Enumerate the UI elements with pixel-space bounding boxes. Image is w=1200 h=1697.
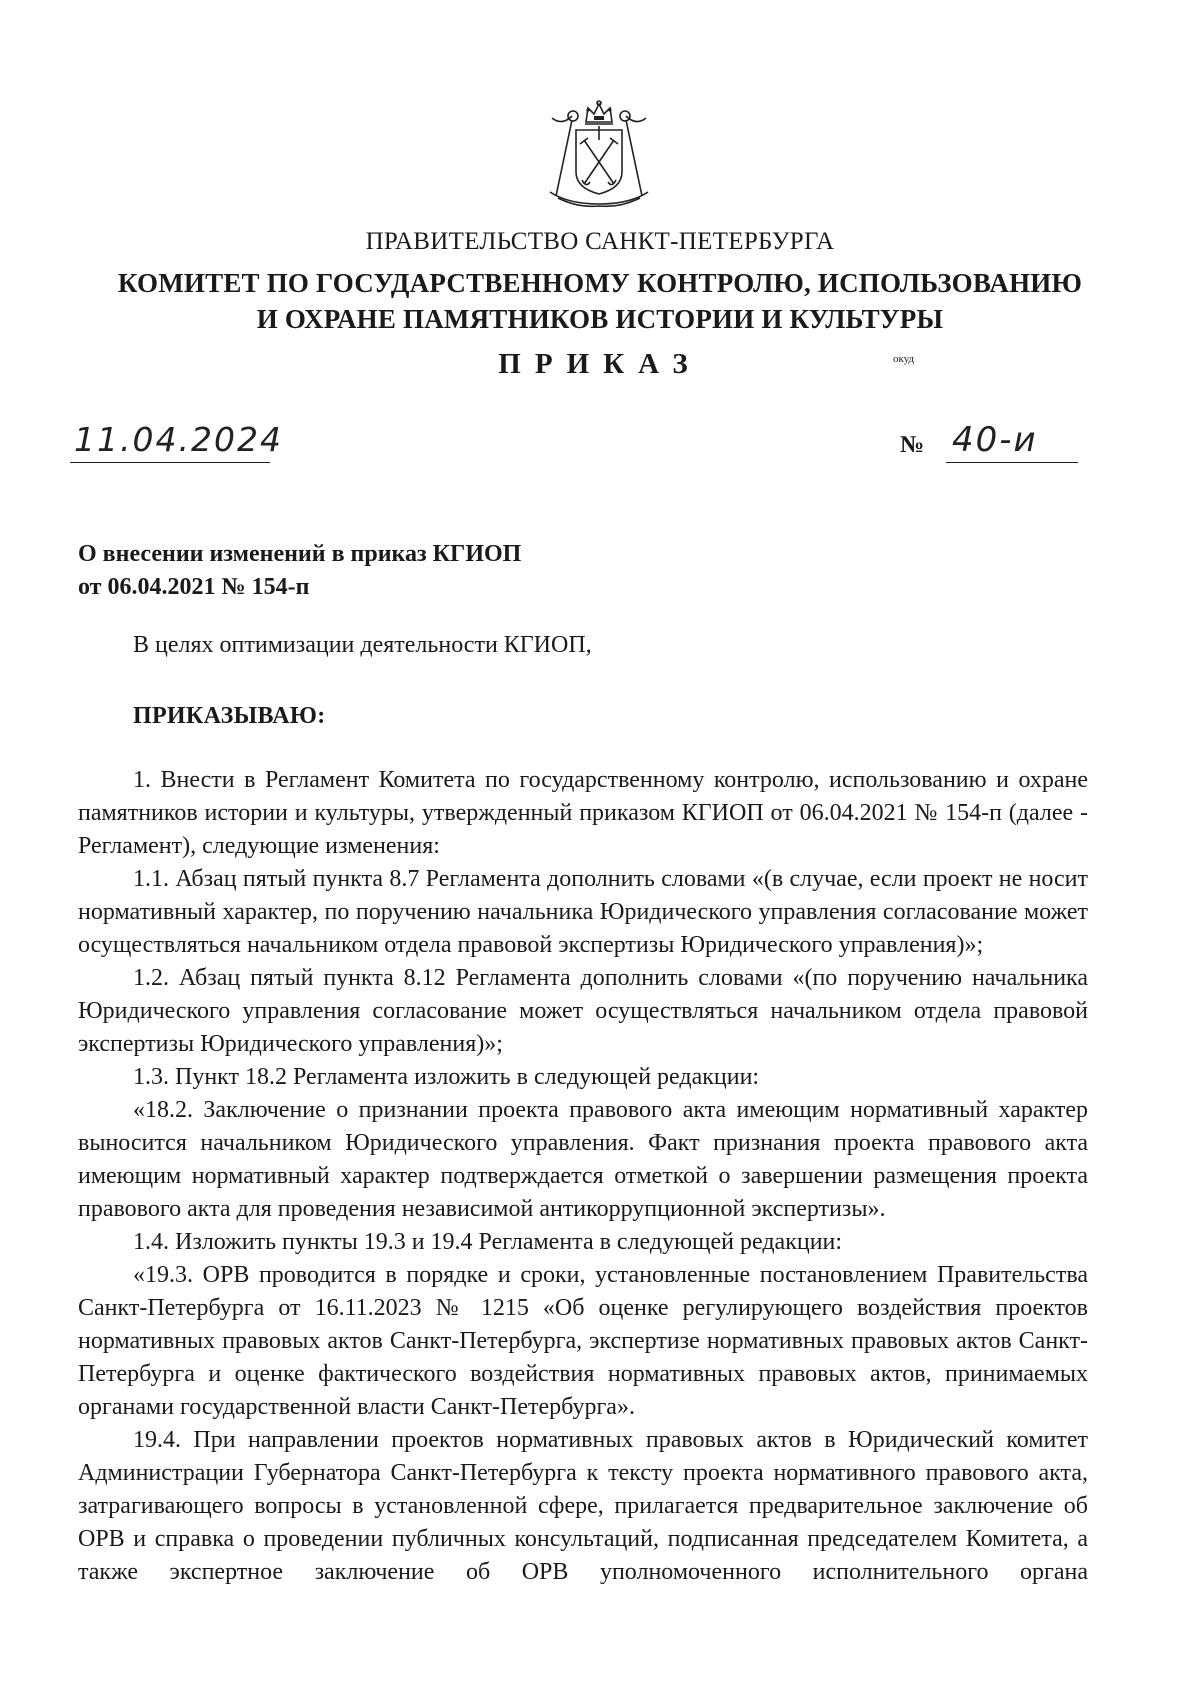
- committee-title-line1: КОМИТЕТ ПО ГОСУДАРСТВЕННОМУ КОНТРОЛЮ, ИСПОЛЬЗОВАНИЮ: [117, 268, 1083, 298]
- number-handwritten: 40-и: [952, 420, 1038, 460]
- paragraph-19-3: «19.3. ОРВ проводится в порядке и сроки, установленные постановлением Правительства Санкт-Петербурга от 16.11.2023 № 1215 «Об оценке регулирующего воздействия проектов нормативных правовых актов Санкт-Петербурга, экспертизе нормативных правовых актов Санкт-Петербурга и оценке фактического воздействия нормативных правовых актов, принимаемых органами государственной власти Санкт-Петербурга».: [78, 1262, 1088, 1420]
- number-sign: №: [900, 432, 925, 458]
- document-date: [70, 420, 283, 466]
- number-underline: [946, 462, 1078, 463]
- order-word: ПРИКАЗЫВАЮ:: [133, 703, 326, 729]
- date-underline: [70, 462, 270, 463]
- paragraph-18-2: «18.2. Заключение о признании проекта правового акта имеющим нормативный характер выносится начальником Юридического управления. Факт признания проекта правового акта имеющим нормативный характер подтверждается отметкой о завершении размещения проекта правового акта для проведения независимой антикоррупционной экспертизы».: [78, 1097, 1088, 1222]
- document-number: [900, 420, 1080, 466]
- paragraph-1-1: 1.1. Абзац пятый пункта 8.7 Регламента дополнить словами «(в случае, если проект не носит нормативный характер, по поручению начальника Юридического управления согласование может осуществляться начальником отдела правовой экспертизы Юридического управления)»;: [78, 866, 1088, 958]
- order-body: [78, 764, 1088, 1589]
- paragraph-1-2: 1.2. Абзац пятый пункта 8.12 Регламента дополнить словами «(по поручению начальника Юридического управления согласование может осуществляться начальником отдела правовой экспертизы Юридического управления)»;: [78, 965, 1088, 1057]
- paragraph-19-4: 19.4. При направлении проектов нормативных правовых актов в Юридический комитет Администрации Губернатора Санкт-Петербурга к тексту проекта нормативного правового акта, затрагивающего вопросы в установленной сфере, прилагается предварительное заключение об ОРВ и справка о проведении публичных консультаций, подписанная председателем Комитета, а также экспертное заключение об ОРВ уполномоченного исполнительного органа: [78, 1427, 1088, 1585]
- paragraph-1-3: 1.3. Пункт 18.2 Регламента изложить в следующей редакции:: [133, 1064, 760, 1090]
- okud-label: окуд: [893, 353, 915, 365]
- date-handwritten: 11.04.2024: [74, 420, 283, 459]
- subject-line2: от 06.04.2021 № 154-п: [78, 574, 310, 600]
- preamble: В целях оптимизации деятельности КГИОП,: [133, 632, 592, 658]
- coat-of-arms-icon: [538, 100, 660, 208]
- paragraph-1: 1. Внести в Регламент Комитета по государственному контролю, использованию и охране памятников истории и культуры, утвержденный приказом КГИОП от 06.04.2021 № 154-п (далее - Регламент), следующие изменения:: [78, 767, 1088, 859]
- order-subject: [78, 538, 521, 604]
- document-type: ПРИКАЗ: [498, 348, 702, 380]
- subject-line1: О внесении изменений в приказ КГИОП: [78, 541, 522, 567]
- paragraph-1-4: 1.4. Изложить пункты 19.3 и 19.4 Регламента в следующей редакции:: [133, 1229, 843, 1255]
- committee-title-line2: И ОХРАНЕ ПАМЯТНИКОВ ИСТОРИИ И КУЛЬТУРЫ: [256, 304, 944, 334]
- government-title: ПРАВИТЕЛЬСТВО САНКТ-ПЕТЕРБУРГА: [365, 228, 835, 255]
